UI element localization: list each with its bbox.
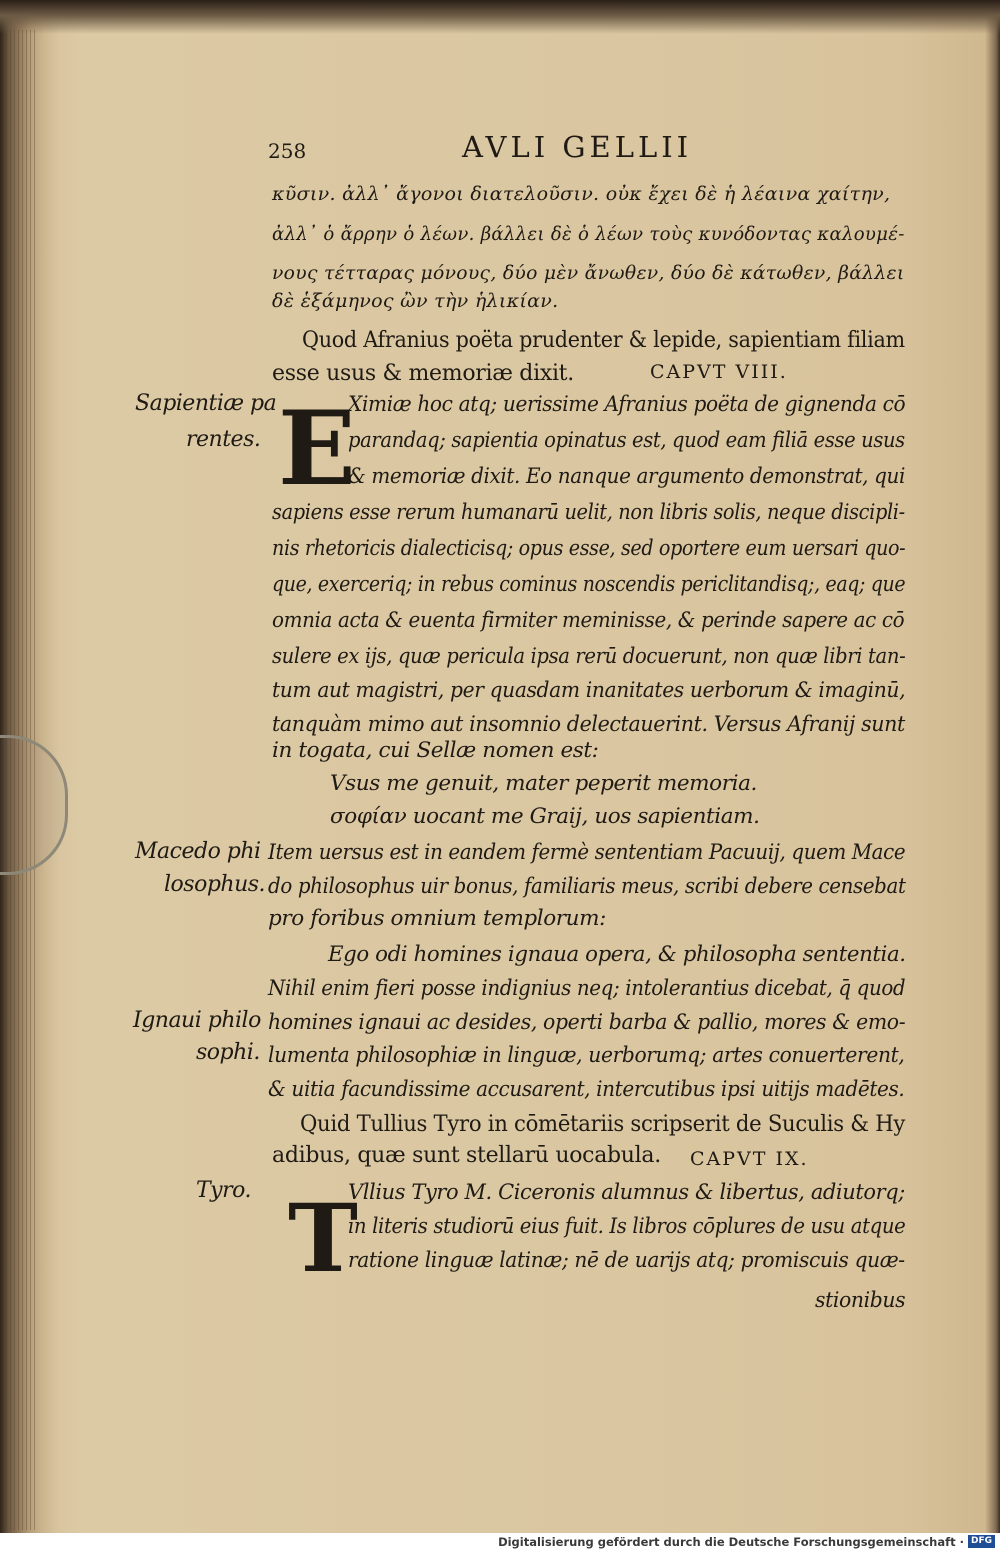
- text-line: nis rhetoricis dialecticisq; opus esse, sed oportere eum uersari quo-: [272, 536, 906, 561]
- margin-note-sapientiae-cont: rentes.: [186, 427, 261, 452]
- greek-line: ἀλλ᾽ ὁ ἄρρην ὁ λέων. βάλλει δὲ ὁ λέων τοὺς κυνόδοντας καλουμέ-: [272, 223, 905, 245]
- text-line: ratione linguæ latinæ; nē de uarijs atq; promiscuis quæ-: [348, 1248, 905, 1273]
- text-line: sapiens esse rerum humanarū uelit, non libris solis, neque discipli-: [272, 500, 905, 525]
- footer-credit: Digitalisierung gefördert durch die Deutsche Forschungsgemeinschaft ·: [498, 1535, 964, 1549]
- margin-note-macedo-cont: losophus.: [164, 872, 266, 897]
- drop-cap-t: T: [288, 1184, 358, 1294]
- dfg-logo: DFG: [968, 1535, 995, 1548]
- text-line: & memoriæ dixit. Eo nanque argumento demonstrat, qui: [348, 464, 906, 489]
- text-line: do philosophus uir bonus, familiaris meus, scribi debere censebat: [268, 874, 906, 899]
- text-line: parandaq; sapientia opinatus est, quod eam filiā esse usus: [348, 428, 905, 453]
- margin-note-sapientiae: Sapientiæ pa: [135, 391, 277, 416]
- footer-bar: [0, 1533, 1000, 1551]
- margin-note-tyro: Tyro.: [196, 1178, 251, 1203]
- margin-note-ignaui-cont: sophi.: [196, 1040, 260, 1065]
- text-line: in togata, cui Sellæ nomen est:: [272, 738, 599, 763]
- chapter-9-caput: CAPVT IX.: [690, 1148, 809, 1170]
- verse-line: σοφίαν uocant me Graij, uos sapientiam.: [330, 804, 760, 829]
- text-line: Ximiæ hoc atq; uerissime Afranius poëta de gignenda cō: [348, 392, 906, 417]
- text-line: omnia acta & euenta firmiter meminisse, & perinde sapere ac cō: [272, 608, 905, 633]
- text-line: tanquàm mimo aut insomnio delectauerint. Versus Afranij sunt: [272, 712, 905, 737]
- drop-cap-e: E: [278, 389, 356, 509]
- chapter-9-title-cont: adibus, quæ sunt stellarū uocabula.: [272, 1143, 661, 1168]
- text-line: pro foribus omnium templorum:: [268, 906, 606, 931]
- chapter-8-title-cont: esse usus & memoriæ dixit.: [272, 361, 574, 386]
- text-line: & uitia facundissime accusarent, intercutibus ipsi uitijs madētes.: [268, 1077, 905, 1102]
- catchword: stionibus: [815, 1288, 906, 1313]
- text-line: homines ignaui ac desides, operti barba & pallio, mores & emo-: [268, 1010, 906, 1035]
- chapter-9-title: Quid Tullius Tyro in cōmētariis scripserit de Suculis & Hy: [300, 1112, 906, 1137]
- greek-line: νους τέτταρας μόνους, δύο μὲν ἄνωθεν, δύο δὲ κάτωθεν, βάλλει: [272, 262, 905, 284]
- text-line: tum aut magistri, per quasdam inanitates uerborum & imaginū,: [272, 678, 906, 703]
- text-line: in literis studiorū eius fuit. Is libros cōplures de usu atque: [348, 1214, 906, 1239]
- chapter-8-caput: CAPVT VIII.: [650, 361, 788, 383]
- running-title: AVLI GELLII: [462, 130, 693, 164]
- margin-note-ignaui: Ignaui philo: [133, 1008, 261, 1033]
- text-line: lumenta philosophiæ in linguæ, uerborumq; artes conuerterent,: [268, 1043, 905, 1068]
- text-line: Nihil enim fieri posse indignius neq; intolerantius dicebat, q̄ quod: [268, 976, 906, 1001]
- chapter-8-title: Quod Afranius poëta prudenter & lepide, sapientiam filiam: [302, 328, 905, 353]
- text-line: que, exerceriq; in rebus cominus noscendis periclitandisq;, eaq; que: [272, 572, 906, 597]
- greek-line: κῦσιν. ἀλλ᾽ ἄγονοι διατελοῦσιν. οὐκ ἔχει δὲ ἡ λέαινα χαίτην,: [272, 183, 891, 205]
- text-line: Item uersus est in eandem fermè sententiam Pacuuij, quem Mace: [268, 840, 906, 865]
- margin-note-macedo: Macedo phi: [135, 839, 261, 864]
- greek-line: δὲ ἑξάμηνος ὢν τὴν ἡλικίαν.: [272, 290, 559, 312]
- verse-line: Vsus me genuit, mater peperit memoria.: [330, 771, 757, 796]
- top-shadow: [0, 0, 1000, 34]
- verse-line: Ego odi homines ignaua opera, & philosopha sententia.: [328, 942, 906, 967]
- text-line: sulere ex ijs, quæ pericula ipsa rerū docuerunt, non quæ libri tan-: [272, 644, 906, 669]
- page-number: 258: [268, 139, 307, 163]
- text-line: Vllius Tyro M. Ciceronis alumnus & libertus, adiutorq;: [348, 1180, 905, 1205]
